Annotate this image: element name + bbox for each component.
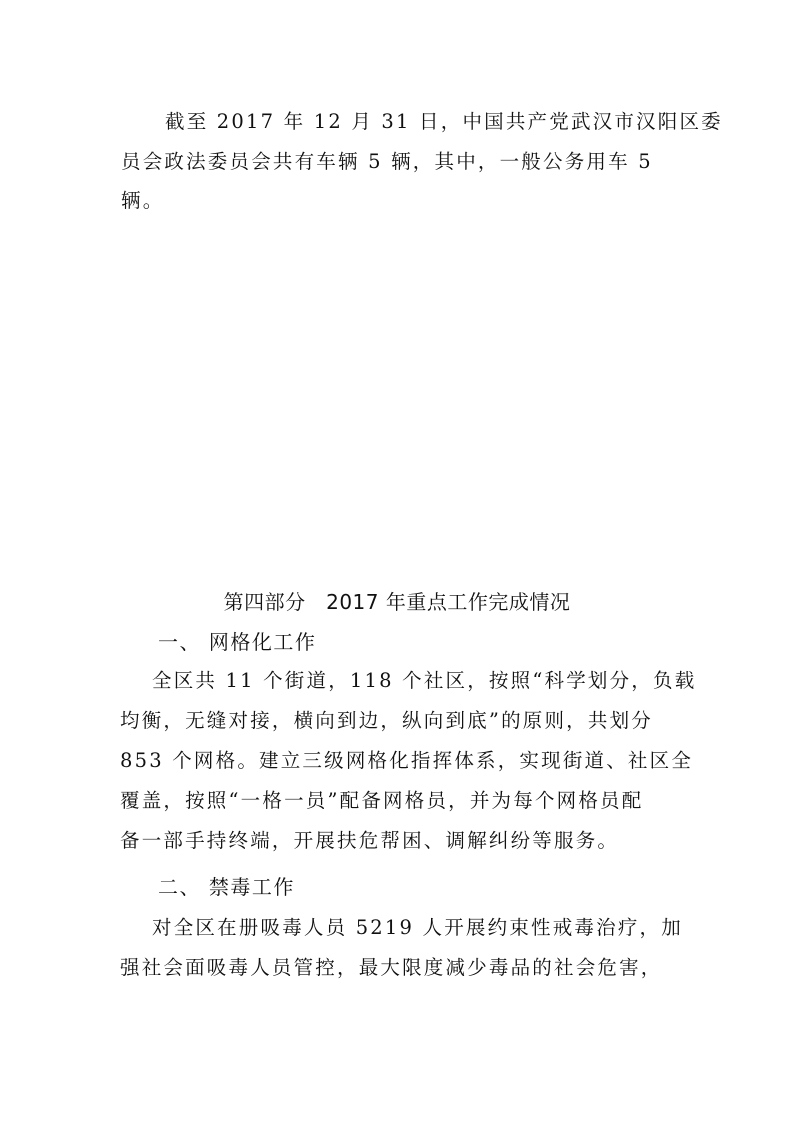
section1-line-3: 853 个网格。建立三级网格化指挥体系，实现街道、社区全 — [120, 749, 694, 772]
section1-line-1: 全区共 11 个街道，118 个社区，按照“科学划分，负载 — [152, 669, 697, 692]
part-heading: 第四部分 2017 年重点工作完成情况 — [223, 590, 571, 614]
section2-line-1: 对全区在册吸毒人员 5219 人开展约束性戒毒治疗，加 — [152, 916, 683, 939]
intro-line-1: 截至 2017 年 12 月 31 日，中国共产党武汉市汉阳区委 — [165, 110, 723, 133]
section-heading-grid: 一、 网格化工作 — [158, 630, 317, 654]
section1-line-2: 均衡，无缝对接，横向到边，纵向到底”的原则，共划分 — [120, 709, 653, 732]
section2-line-2: 强社会面吸毒人员管控，最大限度减少毒品的社会危害， — [120, 956, 663, 979]
intro-line-3: 辆。 — [121, 189, 165, 212]
section-heading-drug-control: 二、 禁毒工作 — [158, 875, 295, 899]
section1-line-5: 备一部手持终端，开展扶危帮困、调解纠纷等服务。 — [120, 829, 620, 852]
section1-line-4: 覆盖，按照“一格一员”配备网格员，并为每个网格员配 — [120, 789, 644, 812]
intro-line-2: 员会政法委员会共有车辆 5 辆，其中，一般公务用车 5 — [121, 150, 653, 173]
